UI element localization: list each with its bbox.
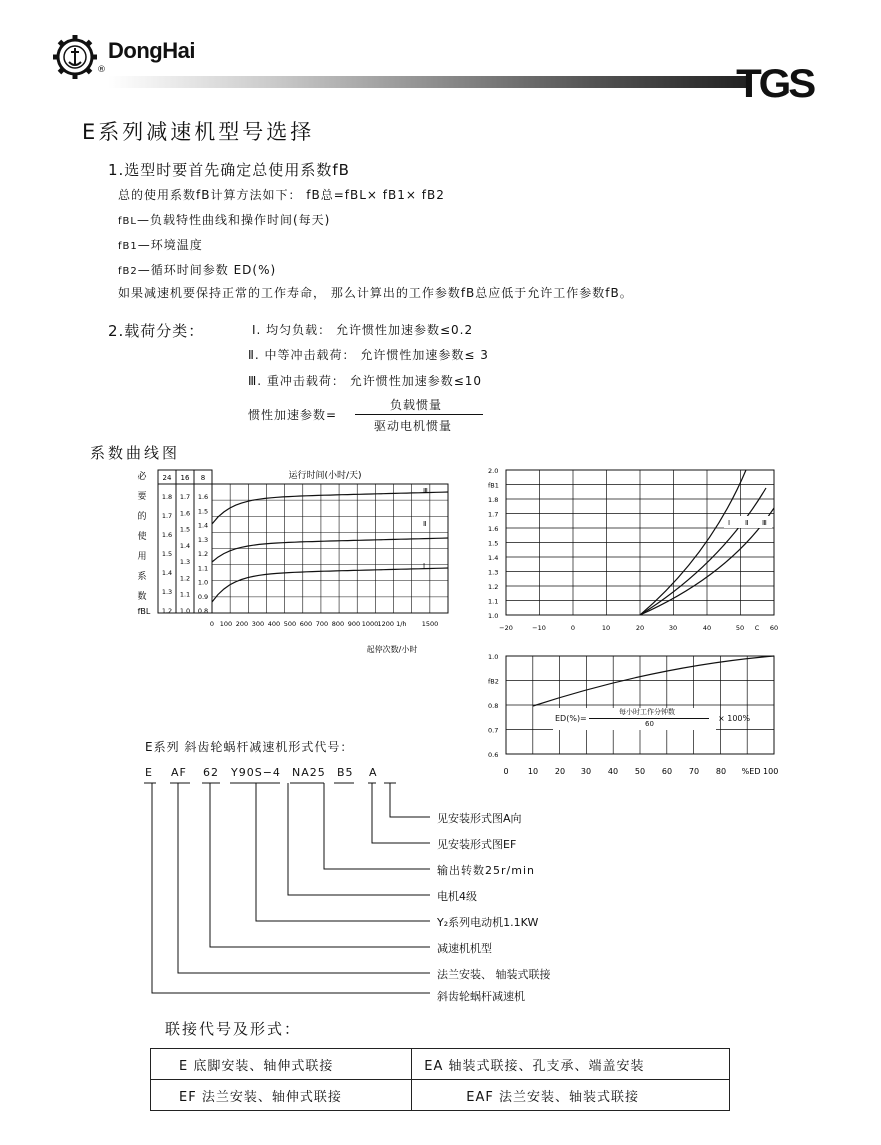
fbl-scale-tick: 1.5	[179, 525, 191, 534]
table-row	[151, 1049, 730, 1080]
fbl-scale-tick: 1.2	[161, 607, 173, 615]
fb2-y-tick: 0.6	[488, 751, 499, 759]
fbl-scale-tick: 1.6	[197, 493, 209, 501]
fbl-x-tick: 300	[251, 620, 265, 628]
fraction-label: 惯性加速参数=	[248, 408, 338, 422]
fbl-scale-tick: 1.0	[179, 607, 191, 615]
fb2-x-tick: 40	[607, 767, 619, 776]
fb1-y-tick: 1.8	[488, 496, 499, 504]
ed-formula	[553, 708, 751, 730]
fbl-scale-tick: 1.6	[179, 509, 191, 518]
gear-logo-icon	[50, 32, 100, 82]
fb2-y-tick: 0.8	[488, 702, 499, 710]
fbl-x-tick: 800	[331, 620, 345, 628]
fb2-x-tick: 70	[688, 767, 700, 776]
fbl-axis-label-char: 数	[137, 592, 147, 602]
model-code-leaders	[140, 780, 440, 1000]
code-expl-direction: 见安装形式图A向	[437, 812, 522, 825]
fb1-x-tick: −10	[532, 624, 546, 632]
ed-formula-numerator: 每小时工作分钟数	[619, 708, 675, 716]
fbl-axis-label-symbol: fBL	[137, 607, 151, 616]
fb1-y-tick: 1.4	[488, 554, 499, 562]
table-cell: EAF 法兰安装、轴装式联接	[412, 1080, 730, 1111]
fbl-x-tick: 900	[347, 620, 361, 628]
fb2-x-tick: 80	[715, 767, 727, 776]
fbl-scale-tick: 1.7	[161, 512, 173, 520]
fbl-chart	[130, 462, 460, 662]
fbl-scale-tick: 1.4	[197, 521, 209, 530]
fb1-x-tick: −20	[499, 624, 513, 632]
fb1-curve-label: Ⅲ	[762, 519, 767, 527]
fbl-symbol: fBL	[118, 216, 137, 227]
fbl-scale-tick: 1.3	[179, 558, 191, 567]
code-part-connection: AF	[171, 766, 187, 779]
fbl-axis-label-char: 系	[137, 572, 147, 582]
fbl-axis-label-char: 的	[137, 512, 147, 522]
fbl-curve-label: Ⅲ	[423, 487, 428, 495]
connection-title: 联接代号及形式：	[165, 1020, 302, 1038]
fbl-scale-tick: 1.2	[197, 550, 209, 558]
fb2-x-tick: 10	[527, 767, 539, 776]
fbl-scale-tick: 1.4	[179, 541, 191, 550]
fb1-x-tick: C	[754, 624, 760, 632]
code-expl-series: 斜齿轮蜗杆减速机	[437, 990, 525, 1003]
code-expl-motor: Y₂系列电动机1.1KW	[437, 916, 539, 929]
fbl-chart-title: 运行时间(小时/天)	[288, 471, 362, 481]
fb2-row	[118, 261, 276, 278]
fb1-y-tick: 1.0	[488, 612, 499, 620]
fbl-x-axis-label: 起停次数/小时	[366, 645, 418, 654]
fbl-scale-tick: 1.4	[161, 569, 173, 577]
fb2-x-tick: 20	[554, 767, 566, 776]
model-code-title: E系列 斜齿轮蜗杆减速机形式代号：	[145, 740, 354, 754]
code-part-direction: A	[369, 766, 378, 779]
fb2-x-tick: 60	[661, 767, 673, 776]
fbl-x-tick: 500	[283, 620, 297, 628]
code-expl-size: 减速机机型	[437, 942, 492, 955]
tgs-logo: TGS	[736, 62, 814, 106]
code-part-mount: B5	[337, 766, 354, 779]
fbl-scale-tick: 1.3	[161, 588, 173, 596]
fbl-scale-tick: 0.9	[197, 592, 209, 601]
fb1-desc: —环境温度	[137, 238, 203, 252]
fb1-chart	[480, 462, 780, 637]
fb2-y-tick: 1.0	[488, 653, 499, 661]
header-rule	[108, 76, 748, 88]
fbl-scale-tick: 1.5	[161, 550, 173, 558]
fbl-scale-tick: 1.7	[179, 493, 191, 501]
fbl-x-tick: 600	[299, 620, 313, 628]
fbl-scale-tick: 1.2	[179, 574, 191, 583]
fb1-y-tick: 1.5	[488, 539, 499, 548]
company-logo	[50, 32, 100, 82]
code-part-series: E	[145, 766, 153, 779]
fb1-x-tick: 10	[601, 624, 611, 632]
fbl-curve-medium	[212, 538, 448, 562]
fbl-x-tick: 1500	[421, 620, 439, 628]
fb2-desc: —循环时间参数 ED(%)	[137, 263, 277, 277]
code-part-size: 62	[203, 766, 219, 779]
ed-formula-prefix: ED(%)=	[555, 714, 587, 723]
fb1-x-tick: 30	[668, 624, 678, 632]
fbl-scale-tick: 0.8	[197, 607, 209, 615]
code-expl-mount: 见安装形式图EF	[437, 838, 517, 851]
lifetime-note: 如果减速机要保持正常的工作寿命， 那么计算出的工作参数fB总应低于允许工作参数fB。	[118, 286, 633, 300]
fb1-y-tick: fB1	[488, 481, 499, 490]
page-title: E系列减速机型号选择	[82, 120, 315, 144]
fbl-scale-tick: 1.6	[161, 531, 173, 539]
fb1-y-tick: 1.7	[488, 510, 499, 519]
fb2-x-tick: 30	[580, 767, 592, 776]
fb1-y-tick: 1.1	[488, 597, 499, 606]
fb1-y-tick: 2.0	[488, 467, 499, 475]
fbl-scale-tick: 1.5	[197, 507, 209, 516]
fbl-x-tick: 400	[267, 620, 281, 628]
fbl-scale-tick: 1.1	[179, 590, 191, 599]
fraction-bar	[355, 414, 483, 415]
fb2-symbol: fB2	[118, 266, 138, 277]
code-expl-poles: 电机4级	[437, 890, 477, 903]
fb2-x-tick: 50	[634, 767, 646, 776]
fb2-curve	[533, 656, 774, 706]
fbl-x-tick: 700	[315, 620, 329, 628]
fb1-x-tick: 40	[702, 624, 712, 632]
fb1-row	[118, 236, 203, 253]
table-row	[151, 1080, 730, 1111]
fbl-curve-label: Ⅱ	[423, 520, 427, 528]
fbl-scale-header: 16	[180, 474, 190, 482]
fb1-y-tick: 1.3	[488, 568, 499, 577]
table-cell: EA 轴装式联接、孔支承、端盖安装	[412, 1049, 730, 1080]
fb1-symbol: fB1	[118, 241, 138, 252]
fraction-numerator: 负载惯量	[390, 398, 443, 412]
fb1-y-tick: 1.6	[488, 525, 499, 533]
fb1-x-tick: 20	[635, 624, 645, 632]
section1-heading: 1.选型时要首先确定总使用系数fB	[108, 161, 350, 179]
ed-formula-bar	[589, 718, 709, 719]
fbl-desc: —负载特性曲线和操作时间(每天)	[136, 213, 331, 227]
load-class-3: Ⅲ. 重冲击载荷： 允许惯性加速参数≤10	[248, 374, 483, 388]
fbl-scale-header: 8	[200, 474, 206, 482]
fb2-x-tick: %ED 100	[741, 767, 779, 776]
fbl-curve-heavy	[212, 492, 448, 524]
fbl-row	[118, 211, 330, 228]
code-part-speed: NA25	[292, 766, 326, 779]
fbl-axis-label-char: 用	[137, 552, 147, 562]
fbl-x-tick: 1000	[361, 620, 379, 628]
fbl-x-tick: 1200 1/h	[377, 620, 407, 628]
fbl-scale-tick: 1.0	[197, 578, 209, 587]
fb1-x-tick: 60	[769, 624, 779, 632]
fb1-x-tick: 0	[570, 624, 576, 632]
fb1-curve-medium	[640, 488, 766, 615]
fbl-axis-label-char: 使	[137, 532, 147, 542]
fb1-curve-label: Ⅰ	[728, 519, 731, 527]
fb1-y-tick: 1.2	[488, 583, 499, 591]
fbl-scale-tick: 1.3	[197, 535, 209, 544]
code-expl-speed: 输出转数25r/min	[437, 864, 535, 877]
fb2-y-tick: 0.7	[488, 726, 499, 735]
ed-formula-suffix: × 100%	[718, 714, 751, 723]
fb2-x-tick: 0	[503, 767, 509, 776]
fbl-scale-tick: 1.1	[197, 564, 209, 573]
section2-heading: 2.载荷分类：	[108, 322, 205, 340]
load-class-1: Ⅰ. 均匀负载： 允许惯性加速参数≤0.2	[252, 323, 474, 337]
fb1-x-tick: 50	[735, 624, 745, 632]
table-cell: EF 法兰安装、轴伸式联接	[151, 1080, 412, 1111]
code-part-motor: Y90S−4	[231, 766, 281, 779]
fbl-x-tick: 0	[209, 620, 215, 628]
fbl-scale-tick: 1.8	[161, 493, 173, 501]
formula-line: 总的使用系数fB计算方法如下： fB总=fBL× fB1× fB2	[118, 188, 445, 202]
fbl-axis-label-char: 必	[137, 472, 147, 482]
ed-formula-denominator: 60	[645, 720, 654, 728]
brand-name: DongHai	[108, 38, 195, 63]
fbl-axis-label-char: 要	[137, 492, 147, 502]
table-cell: E 底脚安装、轴伸式联接	[151, 1049, 412, 1080]
curves-heading: 系数曲线图	[90, 444, 181, 462]
fb2-y-tick: fB2	[488, 677, 499, 686]
fbl-curve-label: Ⅰ	[423, 562, 426, 570]
connection-table	[150, 1048, 730, 1111]
fb1-curve-label: Ⅱ	[745, 519, 749, 527]
fbl-scale-header: 24	[162, 474, 172, 482]
fraction-denominator: 驱动电机惯量	[374, 419, 453, 433]
load-class-2: Ⅱ. 中等冲击载荷： 允许惯性加速参数≤ 3	[248, 348, 489, 362]
fbl-x-tick: 100	[219, 620, 233, 628]
code-expl-connection: 法兰安装、 轴装式联接	[437, 968, 551, 981]
registered-mark: ®	[97, 65, 106, 75]
fbl-x-tick: 200	[235, 620, 249, 628]
